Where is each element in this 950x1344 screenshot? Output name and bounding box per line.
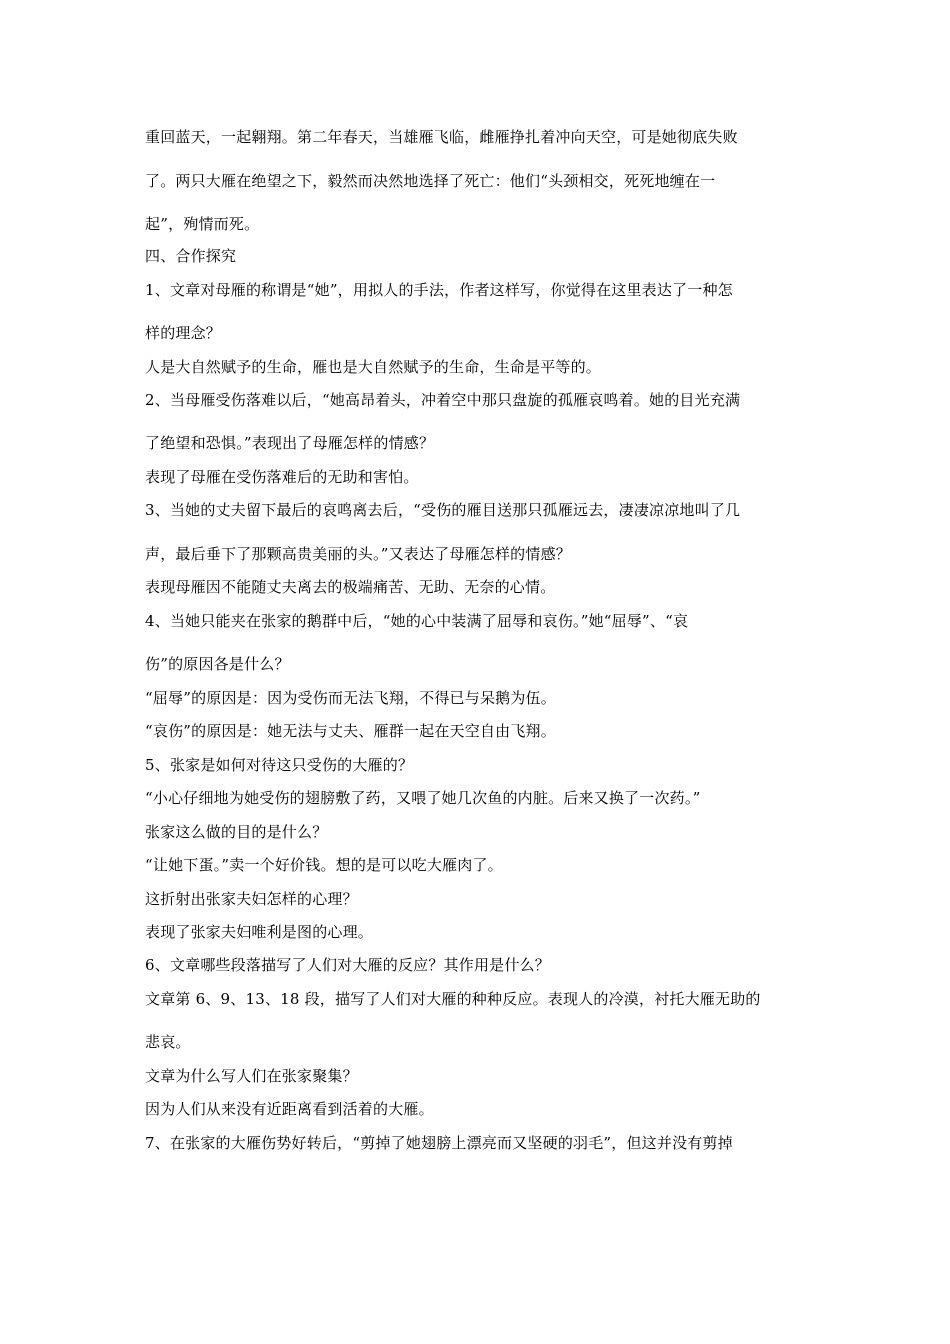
question-line: 6、文章哪些段落描写了人们对大雁的反应？其作用是什么？: [145, 956, 550, 974]
answer-line: “屈辱”的原因是：因为受伤而无法飞翔，不得已与呆鹅为伍。: [145, 689, 556, 707]
question-line: 5、张家是如何对待这只受伤的大雁的？: [145, 756, 414, 774]
question-line: 1、文章对母雁的称谓是“她”，用拟人的手法，作者这样写，你觉得在这里表达了一种怎: [145, 281, 733, 299]
question-line: 文章为什么写人们在张家聚集？: [145, 1067, 358, 1085]
answer-line: 文章第 6、9、13、18 段，描写了人们对大雁的种种反应。表现人的冷漠，衬托大雁无助的: [145, 990, 761, 1008]
question-line: 张家这么做的目的是什么？: [145, 823, 328, 841]
text-line: 重回蓝天，一起翱翔。第二年春天，当雄雁飞临，雌雁挣扎着冲向天空，可是她彻底失败: [145, 128, 738, 146]
question-line: 伤”的原因各是什么？: [145, 655, 290, 673]
answer-line: “小心仔细地为她受伤的翅膀敷了药，又喂了她几次鱼的内脏。后来又换了一次药。”: [145, 789, 701, 807]
text-line: 起”，殉情而死。: [145, 215, 260, 233]
answer-line: 因为人们从来没有近距离看到活着的大雁。: [145, 1100, 434, 1118]
question-line: 2、当母雁受伤落难以后，“她高昂着头，冲着空中那只盘旋的孤雁哀鸣着。她的目光充满: [145, 391, 741, 409]
answer-line: “哀伤”的原因是：她无法与丈夫、雁群一起在天空自由飞翔。: [145, 722, 556, 740]
answer-line: 表现了张家夫妇唯利是图的心理。: [145, 923, 374, 941]
question-line: 7、在张家的大雁伤势好转后，“剪掉了她翅膀上漂亮而又坚硬的羽毛”，但这并没有剪掉: [145, 1134, 733, 1152]
answer-line: 表现母雁因不能随丈夫离去的极端痛苦、无助、无奈的心情。: [145, 578, 556, 596]
question-line: 这折射出张家夫妇怎样的心理？: [145, 890, 358, 908]
question-line: 声，最后垂下了那颗高贵美丽的头。”又表达了母雁怎样的情感？: [145, 545, 571, 563]
answer-line: 悲哀。: [145, 1033, 191, 1051]
section-heading: 四、合作探究: [145, 247, 237, 265]
question-line: 3、当她的丈夫留下最后的哀鸣离去后，“受伤的雁目送那只孤雁远去，凄凄凉凉地叫了几: [145, 501, 741, 519]
answer-line: “让她下蛋。”卖一个好价钱。想的是可以吃大雁肉了。: [145, 856, 503, 874]
answer-line: 表现了母雁在受伤落难后的无助和害怕。: [145, 468, 419, 486]
question-line: 了绝望和恐惧。”表现出了母雁怎样的情感？: [145, 434, 435, 452]
question-line: 4、当她只能夹在张家的鹅群中后，“她的心中装满了屈辱和哀伤。”她“屈辱”、“哀: [145, 612, 689, 630]
text-line: 了。两只大雁在绝望之下，毅然而决然地选择了死亡：他们“头颈相交，死死地缠在一: [145, 172, 716, 190]
answer-line: 人是大自然赋予的生命，雁也是大自然赋予的生命，生命是平等的。: [145, 358, 602, 376]
question-line: 样的理念？: [145, 324, 222, 342]
